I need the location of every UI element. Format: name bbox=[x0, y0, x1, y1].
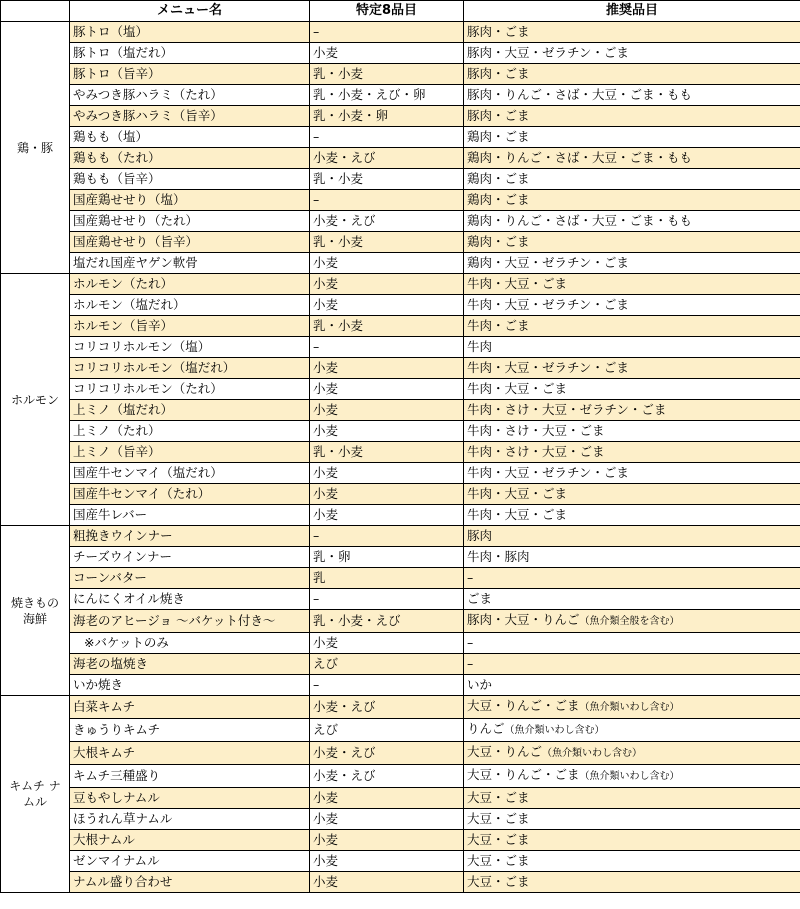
menu-cell: 国産鶏せせり（旨辛） bbox=[70, 232, 310, 253]
table-row bbox=[1, 148, 800, 169]
recommended-text: – bbox=[467, 635, 474, 650]
recommended-text: 鶏肉・りんご・さば・大豆・ごま・もも bbox=[467, 213, 693, 228]
recommended-text: 牛肉・大豆・ごま bbox=[467, 486, 568, 501]
recommended-text: 大豆・ごま bbox=[467, 853, 530, 868]
allergen-table-body bbox=[1, 22, 800, 893]
menu-cell: 豚トロ（旨辛） bbox=[70, 64, 310, 85]
recommended-text: – bbox=[467, 570, 474, 585]
recommended-text: 牛肉・大豆・ごま bbox=[467, 507, 568, 522]
recommended-text: 牛肉・大豆・ごま bbox=[467, 276, 568, 291]
specific8-cell: 小麦 bbox=[310, 421, 464, 442]
specific8-cell: – bbox=[310, 526, 464, 547]
table-row bbox=[1, 421, 800, 442]
specific8-cell: 小麦 bbox=[310, 851, 464, 872]
table-row bbox=[1, 295, 800, 316]
table-row bbox=[1, 830, 800, 851]
table-row bbox=[1, 484, 800, 505]
recommended-cell bbox=[464, 589, 800, 610]
specific8-cell: – bbox=[310, 22, 464, 43]
table-row bbox=[1, 505, 800, 526]
recommended-cell bbox=[464, 830, 800, 851]
specific8-cell: 小麦 bbox=[310, 295, 464, 316]
specific8-cell: 小麦 bbox=[310, 788, 464, 809]
specific8-cell: 小麦 bbox=[310, 379, 464, 400]
table-row bbox=[1, 316, 800, 337]
table-row bbox=[1, 851, 800, 872]
table-row bbox=[1, 742, 800, 765]
recommended-text: 牛肉・さけ・大豆・ゼラチン・ごま bbox=[467, 402, 667, 417]
recommended-cell bbox=[464, 765, 800, 788]
table-row bbox=[1, 190, 800, 211]
table-row bbox=[1, 654, 800, 675]
recommended-cell bbox=[464, 22, 800, 43]
recommended-note: （魚介類全般を含む） bbox=[579, 616, 680, 627]
recommended-cell bbox=[464, 358, 800, 379]
table-row bbox=[1, 568, 800, 589]
table-row bbox=[1, 169, 800, 190]
recommended-text: 大豆・ごま bbox=[467, 832, 530, 847]
specific8-cell: 小麦 bbox=[310, 830, 464, 851]
recommended-cell bbox=[464, 568, 800, 589]
recommended-note: （魚介類いわし含む） bbox=[504, 725, 605, 736]
specific8-cell: えび bbox=[310, 654, 464, 675]
recommended-cell bbox=[464, 43, 800, 64]
menu-cell: コリコリホルモン（たれ） bbox=[70, 379, 310, 400]
specific8-cell: 小麦 bbox=[310, 400, 464, 421]
table-row bbox=[1, 809, 800, 830]
menu-cell: コリコリホルモン（塩だれ） bbox=[70, 358, 310, 379]
menu-cell: 粗挽きウインナー bbox=[70, 526, 310, 547]
header-specific8: 特定8品目 bbox=[310, 1, 464, 22]
table-row bbox=[1, 788, 800, 809]
specific8-cell: えび bbox=[310, 719, 464, 742]
menu-cell: 大根ナムル bbox=[70, 830, 310, 851]
recommended-text: 鶏肉・ごま bbox=[467, 192, 530, 207]
table-row bbox=[1, 633, 800, 654]
specific8-cell: 小麦 bbox=[310, 463, 464, 484]
recommended-text: 鶏肉・ごま bbox=[467, 234, 530, 249]
recommended-cell bbox=[464, 232, 800, 253]
category-cell: キムチ ナムル bbox=[1, 696, 70, 893]
specific8-cell: 小麦 bbox=[310, 358, 464, 379]
menu-cell: ナムル盛り合わせ bbox=[70, 872, 310, 893]
menu-cell: 鶏もも（たれ） bbox=[70, 148, 310, 169]
table-row bbox=[1, 589, 800, 610]
recommended-cell bbox=[464, 675, 800, 696]
menu-cell: 海老の塩焼き bbox=[70, 654, 310, 675]
table-row bbox=[1, 675, 800, 696]
header-recommended: 推奨品目 bbox=[464, 1, 800, 22]
specific8-cell: – bbox=[310, 127, 464, 148]
category-cell: 焼きもの 海鮮 bbox=[1, 526, 70, 696]
recommended-note: （魚介類いわし含む） bbox=[579, 771, 680, 782]
recommended-text: 豚肉・ごま bbox=[467, 108, 530, 123]
table-row bbox=[1, 211, 800, 232]
recommended-cell bbox=[464, 505, 800, 526]
recommended-text: りんご bbox=[467, 721, 505, 736]
recommended-text: 鶏肉・ごま bbox=[467, 171, 530, 186]
menu-cell: 鶏もも（旨辛） bbox=[70, 169, 310, 190]
menu-cell: ※バケットのみ bbox=[70, 633, 310, 654]
table-row bbox=[1, 127, 800, 148]
specific8-cell: 小麦・えび bbox=[310, 696, 464, 719]
specific8-cell: – bbox=[310, 190, 464, 211]
recommended-cell bbox=[464, 851, 800, 872]
table-row bbox=[1, 64, 800, 85]
recommended-cell bbox=[464, 148, 800, 169]
recommended-text: 豚肉・ごま bbox=[467, 66, 530, 81]
menu-cell: 国産牛センマイ（たれ） bbox=[70, 484, 310, 505]
specific8-cell: 小麦 bbox=[310, 633, 464, 654]
recommended-cell bbox=[464, 127, 800, 148]
specific8-cell: 乳・小麦・えび bbox=[310, 610, 464, 633]
recommended-cell bbox=[464, 64, 800, 85]
table-row bbox=[1, 765, 800, 788]
recommended-text: 牛肉・大豆・ごま bbox=[467, 381, 568, 396]
recommended-text: 大豆・ごま bbox=[467, 790, 530, 805]
menu-cell: やみつき豚ハラミ（たれ） bbox=[70, 85, 310, 106]
specific8-cell: 小麦 bbox=[310, 43, 464, 64]
specific8-cell: 小麦 bbox=[310, 872, 464, 893]
recommended-cell bbox=[464, 788, 800, 809]
menu-cell: 豆もやしナムル bbox=[70, 788, 310, 809]
recommended-cell bbox=[464, 106, 800, 127]
menu-cell: 塩だれ国産ヤゲン軟骨 bbox=[70, 253, 310, 274]
table-row bbox=[1, 610, 800, 633]
recommended-cell bbox=[464, 421, 800, 442]
table-row bbox=[1, 274, 800, 295]
specific8-cell: 乳・小麦・卵 bbox=[310, 106, 464, 127]
recommended-text: 牛肉・さけ・大豆・ごま bbox=[467, 444, 605, 459]
menu-cell: 海老のアヒージョ ～バケット付き～ bbox=[70, 610, 310, 633]
recommended-cell bbox=[464, 169, 800, 190]
menu-cell: 豚トロ（塩） bbox=[70, 22, 310, 43]
menu-cell: ホルモン（旨辛） bbox=[70, 316, 310, 337]
table-row bbox=[1, 22, 800, 43]
specific8-cell: 小麦・えび bbox=[310, 742, 464, 765]
specific8-cell: – bbox=[310, 675, 464, 696]
menu-cell: 上ミノ（たれ） bbox=[70, 421, 310, 442]
recommended-text: 豚肉・大豆・りんご bbox=[467, 612, 580, 627]
recommended-cell bbox=[464, 696, 800, 719]
menu-cell: 上ミノ（旨辛） bbox=[70, 442, 310, 463]
table-row bbox=[1, 696, 800, 719]
recommended-cell bbox=[464, 872, 800, 893]
recommended-text: 牛肉・豚肉 bbox=[467, 549, 530, 564]
recommended-text: 豚肉・りんご・さば・大豆・ごま・もも bbox=[467, 87, 693, 102]
recommended-cell bbox=[464, 190, 800, 211]
menu-cell: ほうれん草ナムル bbox=[70, 809, 310, 830]
specific8-cell: 小麦 bbox=[310, 253, 464, 274]
specific8-cell: 乳・小麦 bbox=[310, 316, 464, 337]
specific8-cell: 乳・小麦 bbox=[310, 442, 464, 463]
specific8-cell: 小麦 bbox=[310, 484, 464, 505]
recommended-cell bbox=[464, 295, 800, 316]
recommended-cell bbox=[464, 400, 800, 421]
recommended-text: 牛肉・大豆・ゼラチン・ごま bbox=[467, 360, 629, 375]
recommended-text: 豚肉・大豆・ゼラチン・ごま bbox=[467, 45, 629, 60]
menu-cell: 大根キムチ bbox=[70, 742, 310, 765]
table-row bbox=[1, 547, 800, 568]
recommended-cell bbox=[464, 274, 800, 295]
menu-cell: コーンバター bbox=[70, 568, 310, 589]
header-category-blank bbox=[1, 1, 70, 22]
header-menu: メニュー名 bbox=[70, 1, 310, 22]
table-row bbox=[1, 442, 800, 463]
menu-cell: 白菜キムチ bbox=[70, 696, 310, 719]
recommended-text: ごま bbox=[467, 591, 493, 606]
specific8-cell: 乳・卵 bbox=[310, 547, 464, 568]
specific8-cell: – bbox=[310, 589, 464, 610]
recommended-text: 牛肉 bbox=[467, 339, 493, 354]
specific8-cell: 小麦・えび bbox=[310, 765, 464, 788]
specific8-cell: – bbox=[310, 337, 464, 358]
table-row bbox=[1, 106, 800, 127]
recommended-cell bbox=[464, 253, 800, 274]
recommended-text: 大豆・りんご・ごま bbox=[467, 767, 580, 782]
table-row bbox=[1, 337, 800, 358]
table-row bbox=[1, 43, 800, 64]
recommended-cell bbox=[464, 85, 800, 106]
recommended-text: 牛肉・大豆・ゼラチン・ごま bbox=[467, 465, 629, 480]
menu-cell: 国産牛レバー bbox=[70, 505, 310, 526]
recommended-cell bbox=[464, 316, 800, 337]
recommended-text: いか bbox=[467, 677, 493, 692]
recommended-text: 大豆・ごま bbox=[467, 874, 530, 889]
recommended-cell bbox=[464, 211, 800, 232]
recommended-text: 大豆・ごま bbox=[467, 811, 530, 826]
recommended-text: – bbox=[467, 656, 474, 671]
specific8-cell: 小麦 bbox=[310, 505, 464, 526]
recommended-cell bbox=[464, 654, 800, 675]
category-cell: ホルモン bbox=[1, 274, 70, 526]
recommended-text: 豚肉・ごま bbox=[467, 24, 530, 39]
menu-cell: 上ミノ（塩だれ） bbox=[70, 400, 310, 421]
menu-cell: いか焼き bbox=[70, 675, 310, 696]
recommended-cell bbox=[464, 526, 800, 547]
recommended-cell bbox=[464, 484, 800, 505]
recommended-cell bbox=[464, 809, 800, 830]
specific8-cell: 乳・小麦 bbox=[310, 232, 464, 253]
specific8-cell: 小麦 bbox=[310, 274, 464, 295]
menu-cell: キムチ三種盛り bbox=[70, 765, 310, 788]
table-row bbox=[1, 85, 800, 106]
recommended-text: 豚肉 bbox=[467, 528, 493, 543]
menu-cell: きゅうりキムチ bbox=[70, 719, 310, 742]
recommended-cell bbox=[464, 379, 800, 400]
table-row bbox=[1, 719, 800, 742]
specific8-cell: 小麦・えび bbox=[310, 211, 464, 232]
specific8-cell: 乳 bbox=[310, 568, 464, 589]
recommended-text: 鶏肉・りんご・さば・大豆・ごま・もも bbox=[467, 150, 693, 165]
table-row bbox=[1, 872, 800, 893]
table-row bbox=[1, 400, 800, 421]
recommended-text: 牛肉・ごま bbox=[467, 318, 530, 333]
recommended-cell bbox=[464, 337, 800, 358]
menu-cell: ゼンマイナムル bbox=[70, 851, 310, 872]
recommended-text: 鶏肉・ごま bbox=[467, 129, 530, 144]
category-cell: 鶏・豚 bbox=[1, 22, 70, 274]
menu-cell: ホルモン（塩だれ） bbox=[70, 295, 310, 316]
recommended-cell bbox=[464, 719, 800, 742]
menu-cell: 国産鶏せせり（塩） bbox=[70, 190, 310, 211]
specific8-cell: 小麦・えび bbox=[310, 148, 464, 169]
menu-cell: 豚トロ（塩だれ） bbox=[70, 43, 310, 64]
menu-cell: 鶏もも（塩） bbox=[70, 127, 310, 148]
recommended-cell bbox=[464, 442, 800, 463]
specific8-cell: 小麦 bbox=[310, 809, 464, 830]
table-row bbox=[1, 379, 800, 400]
menu-cell: 国産牛センマイ（塩だれ） bbox=[70, 463, 310, 484]
table-row bbox=[1, 358, 800, 379]
recommended-text: 大豆・りんご bbox=[467, 744, 543, 759]
recommended-cell bbox=[464, 742, 800, 765]
recommended-cell bbox=[464, 547, 800, 568]
recommended-text: 牛肉・大豆・ゼラチン・ごま bbox=[467, 297, 629, 312]
recommended-text: 大豆・りんご・ごま bbox=[467, 698, 580, 713]
menu-cell: ホルモン（たれ） bbox=[70, 274, 310, 295]
menu-cell: 国産鶏せせり（たれ） bbox=[70, 211, 310, 232]
table-row bbox=[1, 526, 800, 547]
specific8-cell: 乳・小麦・えび・卵 bbox=[310, 85, 464, 106]
recommended-note: （魚介類いわし含む） bbox=[579, 702, 680, 713]
recommended-cell bbox=[464, 633, 800, 654]
recommended-cell bbox=[464, 463, 800, 484]
menu-cell: チーズウインナー bbox=[70, 547, 310, 568]
specific8-cell: 乳・小麦 bbox=[310, 169, 464, 190]
recommended-text: 鶏肉・大豆・ゼラチン・ごま bbox=[467, 255, 629, 270]
recommended-cell bbox=[464, 610, 800, 633]
menu-cell: コリコリホルモン（塩） bbox=[70, 337, 310, 358]
header-row bbox=[1, 1, 800, 22]
table-row bbox=[1, 232, 800, 253]
specific8-cell: 乳・小麦 bbox=[310, 64, 464, 85]
recommended-note: （魚介類いわし含む） bbox=[542, 748, 643, 759]
menu-cell: やみつき豚ハラミ（旨辛） bbox=[70, 106, 310, 127]
menu-cell: にんにくオイル焼き bbox=[70, 589, 310, 610]
table-row bbox=[1, 253, 800, 274]
table-row bbox=[1, 463, 800, 484]
recommended-text: 牛肉・さけ・大豆・ごま bbox=[467, 423, 605, 438]
